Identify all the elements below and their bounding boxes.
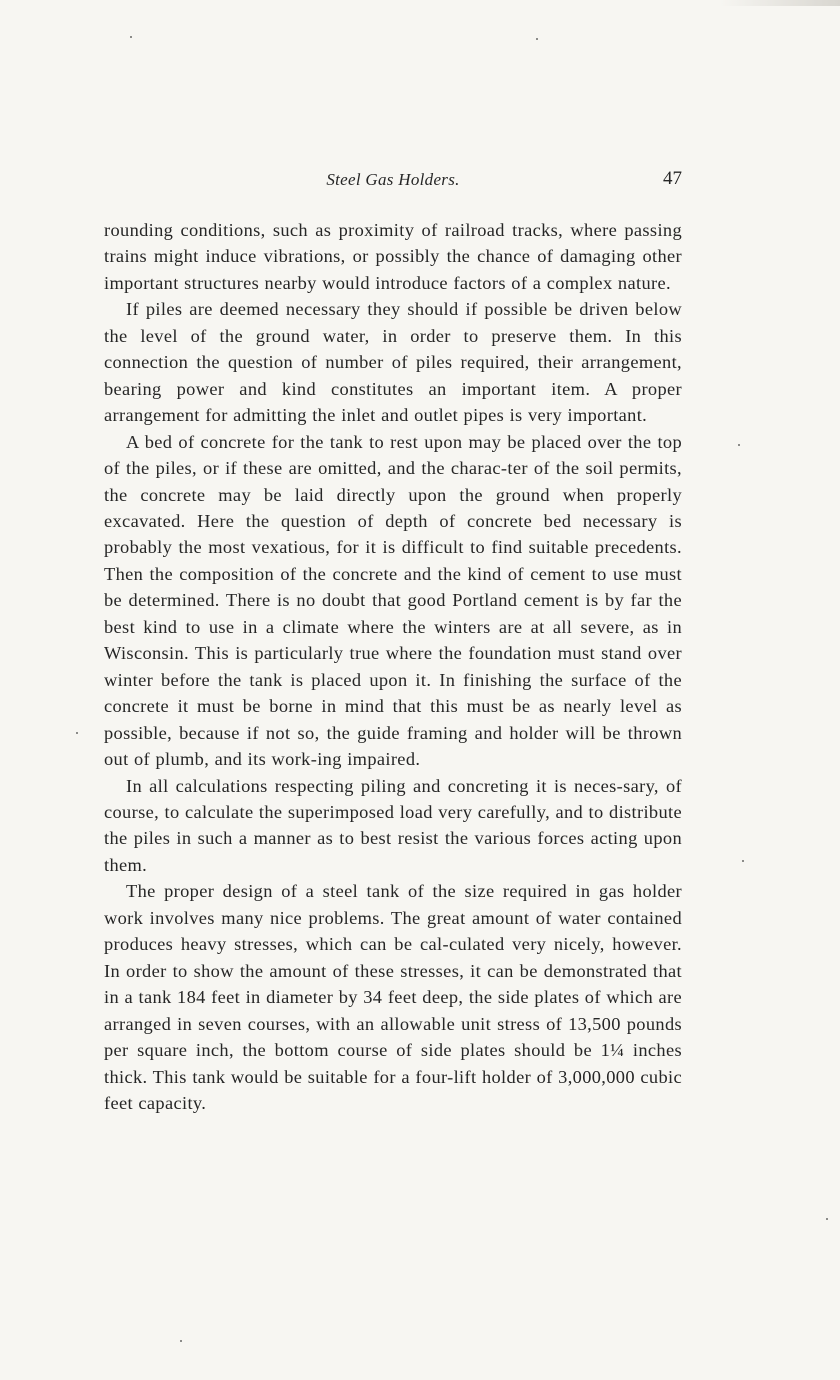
body-text bbox=[104, 217, 682, 1116]
paragraph: In all calculations respecting piling and concreting it is neces-sary, of course, to calculate the superimposed load very carefully, and to distribute the piles in such a manner as to best resist the various forces acting upon them. bbox=[104, 775, 682, 875]
scan-speck bbox=[76, 732, 78, 734]
paragraph: The proper design of a steel tank of the size required in gas holder work involves many nice problems. The great amount of water contained produces heavy stresses, which can be cal-culated very nicely, however. In order to show the amount of these stresses, it can be demonstrated that in a tank 184 feet in diameter by 34 feet deep, the side plates of which are arranged in seven courses, with an allowable unit stress of 13,500 pounds per square inch, the bottom course of side plates should be 1¼ inches thick. This tank would be suitable for a four-lift holder of 3,000,000 cubic feet capacity. bbox=[104, 881, 682, 1113]
scan-speck bbox=[536, 38, 538, 40]
scan-speck bbox=[130, 36, 132, 38]
page-number: 47 bbox=[663, 168, 682, 189]
scan-edge-shadow bbox=[720, 0, 840, 6]
running-title: Steel Gas Holders. bbox=[326, 170, 460, 189]
scan-speck bbox=[738, 444, 740, 446]
paragraph: rounding conditions, such as proximity of railroad tracks, where passing trains might induce vibrations, or possibly the chance of damaging other important structures nearby would introduce factors of a complex nature. bbox=[104, 220, 682, 293]
scan-speck bbox=[826, 1218, 828, 1220]
scan-speck bbox=[180, 1340, 182, 1342]
paragraph: If piles are deemed necessary they should if possible be driven below the level of the ground water, in order to preserve them. In this connection the question of number of piles required, their arrangement, bearing power and kind constitutes an important item. A proper arrangement for admitting the inlet and outlet pipes is very important. bbox=[104, 299, 682, 426]
running-head bbox=[104, 170, 682, 196]
paragraph: A bed of concrete for the tank to rest upon may be placed over the top of the piles, or if these are omitted, and the charac-ter of the soil permits, the concrete may be laid directly upon the ground when properly excavated. Here the question of depth of concrete bed necessary is probably the most vexatious, for it is difficult to find suitable precedents. Then the composition of the concrete and the kind of cement to use must be determined. There is no doubt that good Portland cement is by far the best kind to use in a climate where the winters are at all severe, as in Wisconsin. This is particularly true where the foundation must stand over winter before the tank is placed upon it. In finishing the surface of the concrete it must be borne in mind that this must be as nearly level as possible, because if not so, the guide framing and holder will be thrown out of plumb, and its work-ing impaired. bbox=[104, 431, 682, 770]
scan-speck bbox=[742, 860, 744, 862]
